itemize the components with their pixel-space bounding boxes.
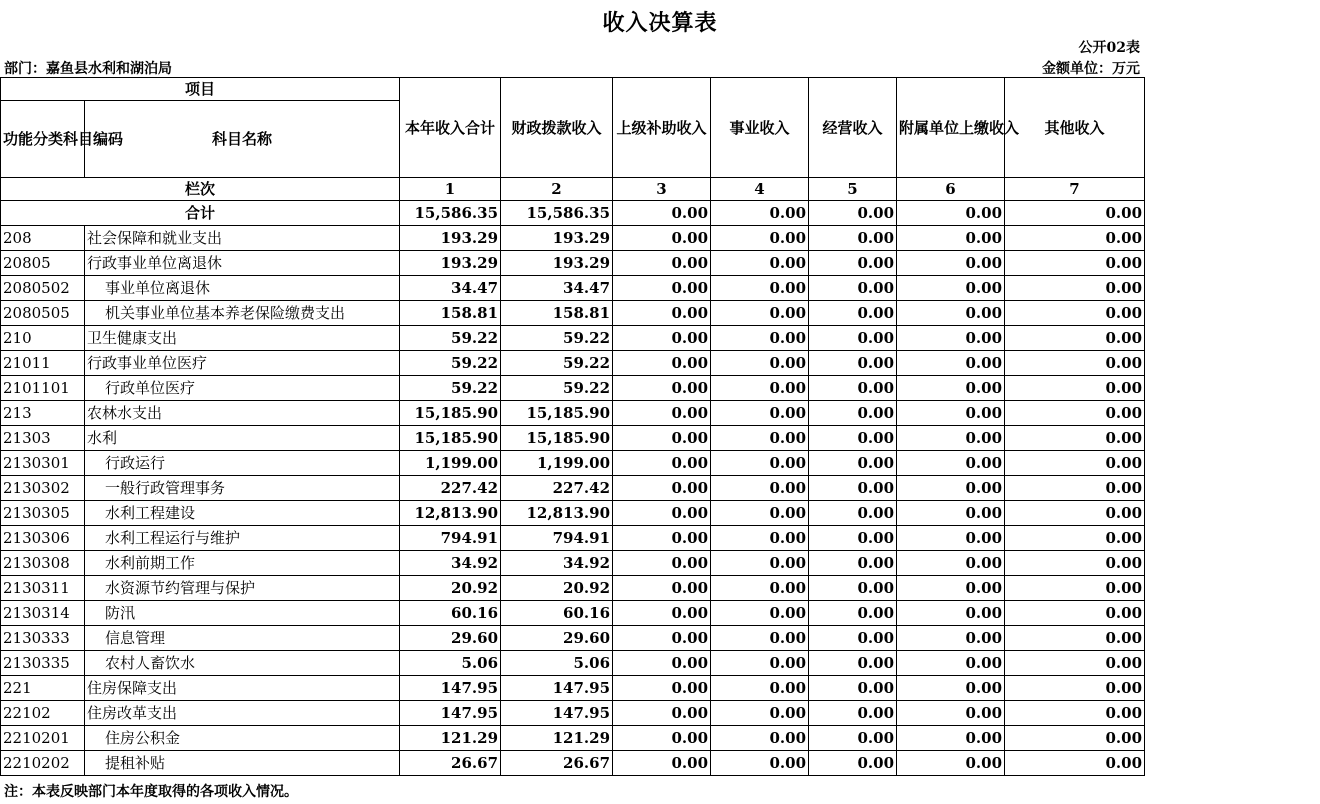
row-value: 0.00 [711, 651, 809, 676]
row-value: 0.00 [613, 351, 711, 376]
row-value: 0.00 [897, 526, 1005, 551]
row-value: 26.67 [501, 751, 613, 776]
row-value: 193.29 [501, 226, 613, 251]
row-value: 0.00 [711, 276, 809, 301]
row-value: 0.00 [613, 451, 711, 476]
row-value: 0.00 [613, 601, 711, 626]
row-value: 0.00 [711, 551, 809, 576]
row-name: 住房改革支出 [85, 701, 400, 726]
row-code: 2130311 [1, 576, 85, 601]
row-name: 卫生健康支出 [85, 326, 400, 351]
row-value: 15,185.90 [501, 401, 613, 426]
row-value: 0.00 [897, 701, 1005, 726]
row-name: 水利工程运行与维护 [85, 526, 400, 551]
row-value: 0.00 [809, 401, 897, 426]
row-value: 59.22 [400, 376, 501, 401]
row-value: 34.47 [400, 276, 501, 301]
row-value: 0.00 [897, 276, 1005, 301]
column-index: 1 [400, 178, 501, 201]
row-value: 0.00 [711, 476, 809, 501]
table-row [1, 651, 1145, 676]
row-value: 0.00 [897, 576, 1005, 601]
row-code: 2210202 [1, 751, 85, 776]
row-value: 0.00 [613, 526, 711, 551]
row-name: 防汛 [85, 601, 400, 626]
row-value: 0.00 [1005, 326, 1145, 351]
row-value: 0.00 [897, 751, 1005, 776]
header-business: 事业收入 [711, 78, 809, 178]
header-fiscal: 财政拨款收入 [501, 78, 613, 178]
row-value: 0.00 [809, 451, 897, 476]
table-row [1, 726, 1145, 751]
row-code: 208 [1, 226, 85, 251]
row-value: 0.00 [897, 676, 1005, 701]
table-row [1, 576, 1145, 601]
row-value: 26.67 [400, 751, 501, 776]
row-value: 193.29 [501, 251, 613, 276]
row-value: 0.00 [809, 276, 897, 301]
column-index: 7 [1005, 178, 1145, 201]
row-value: 0.00 [809, 426, 897, 451]
row-code: 2130308 [1, 551, 85, 576]
row-value: 0.00 [613, 276, 711, 301]
row-value: 0.00 [809, 501, 897, 526]
table-row [1, 376, 1145, 401]
row-value: 29.60 [501, 626, 613, 651]
table-row [1, 351, 1145, 376]
table-row [1, 626, 1145, 651]
row-value: 0.00 [809, 376, 897, 401]
row-value: 34.92 [400, 551, 501, 576]
row-value: 0.00 [897, 376, 1005, 401]
row-value: 0.00 [809, 676, 897, 701]
row-value: 0.00 [613, 676, 711, 701]
column-index: 2 [501, 178, 613, 201]
column-index: 4 [711, 178, 809, 201]
row-value: 60.16 [501, 601, 613, 626]
table-row [1, 601, 1145, 626]
row-code: 2130335 [1, 651, 85, 676]
row-value: 0.00 [613, 726, 711, 751]
row-value: 0.00 [711, 501, 809, 526]
row-value: 0.00 [809, 726, 897, 751]
header-affiliated: 附属单位上缴收入 [897, 78, 1005, 178]
header-project: 项目 [1, 78, 400, 101]
row-value: 0.00 [1005, 551, 1145, 576]
row-value: 0.00 [897, 451, 1005, 476]
row-value: 0.00 [613, 626, 711, 651]
row-value: 193.29 [400, 251, 501, 276]
row-value: 0.00 [809, 701, 897, 726]
row-value: 0.00 [1005, 376, 1145, 401]
row-value: 0.00 [1005, 351, 1145, 376]
row-value: 0.00 [711, 576, 809, 601]
row-code: 2130302 [1, 476, 85, 501]
table-row [1, 501, 1145, 526]
row-value: 0.00 [711, 526, 809, 551]
row-value: 0.00 [1005, 676, 1145, 701]
footnote: 注：本表反映部门本年度取得的各项收入情况。 [4, 784, 298, 800]
column-index-label: 栏次 [1, 178, 400, 201]
header-total-income: 本年收入合计 [400, 78, 501, 178]
row-value: 0.00 [613, 576, 711, 601]
row-value: 0.00 [613, 551, 711, 576]
row-value: 227.42 [501, 476, 613, 501]
row-value: 0.00 [809, 476, 897, 501]
row-value: 193.29 [400, 226, 501, 251]
row-code: 2130314 [1, 601, 85, 626]
row-value: 0.00 [809, 576, 897, 601]
row-value: 0.00 [1005, 526, 1145, 551]
row-value: 0.00 [613, 501, 711, 526]
row-value: 0.00 [1005, 401, 1145, 426]
row-value: 0.00 [613, 751, 711, 776]
total-value: 15,586.35 [501, 201, 613, 226]
row-value: 147.95 [501, 701, 613, 726]
header-superior: 上级补助收入 [613, 78, 711, 178]
row-value: 0.00 [711, 376, 809, 401]
header-operating: 经营收入 [809, 78, 897, 178]
column-index: 3 [613, 178, 711, 201]
row-value: 0.00 [711, 726, 809, 751]
row-value: 0.00 [809, 351, 897, 376]
row-value: 158.81 [400, 301, 501, 326]
total-value: 0.00 [613, 201, 711, 226]
column-index: 5 [809, 178, 897, 201]
row-value: 0.00 [897, 726, 1005, 751]
row-name: 水资源节约管理与保护 [85, 576, 400, 601]
row-value: 0.00 [897, 401, 1005, 426]
row-value: 0.00 [809, 251, 897, 276]
row-value: 1,199.00 [501, 451, 613, 476]
page-title: 收入决算表 [602, 10, 718, 36]
row-value: 0.00 [711, 701, 809, 726]
row-name: 住房保障支出 [85, 676, 400, 701]
row-value: 0.00 [809, 751, 897, 776]
row-code: 2130301 [1, 451, 85, 476]
row-value: 0.00 [1005, 751, 1145, 776]
row-value: 59.22 [501, 326, 613, 351]
row-code: 213 [1, 401, 85, 426]
row-value: 794.91 [400, 526, 501, 551]
column-index: 6 [897, 178, 1005, 201]
row-value: 20.92 [400, 576, 501, 601]
row-value: 0.00 [1005, 226, 1145, 251]
table-row [1, 426, 1145, 451]
row-value: 147.95 [501, 676, 613, 701]
row-value: 0.00 [711, 401, 809, 426]
row-value: 0.00 [897, 326, 1005, 351]
row-code: 221 [1, 676, 85, 701]
row-value: 0.00 [897, 301, 1005, 326]
row-value: 0.00 [1005, 476, 1145, 501]
row-value: 0.00 [613, 251, 711, 276]
row-value: 0.00 [1005, 726, 1145, 751]
row-value: 0.00 [613, 401, 711, 426]
row-code: 21011 [1, 351, 85, 376]
row-name: 一般行政管理事务 [85, 476, 400, 501]
row-name: 农村人畜饮水 [85, 651, 400, 676]
row-value: 0.00 [711, 351, 809, 376]
row-code: 2130333 [1, 626, 85, 651]
row-value: 0.00 [613, 476, 711, 501]
row-value: 5.06 [501, 651, 613, 676]
row-value: 0.00 [711, 226, 809, 251]
row-value: 0.00 [809, 301, 897, 326]
total-value: 0.00 [809, 201, 897, 226]
row-value: 0.00 [1005, 651, 1145, 676]
row-value: 59.22 [501, 351, 613, 376]
row-name: 信息管理 [85, 626, 400, 651]
total-value: 0.00 [711, 201, 809, 226]
row-value: 0.00 [1005, 576, 1145, 601]
table-row [1, 251, 1145, 276]
row-value: 0.00 [897, 251, 1005, 276]
row-value: 0.00 [613, 301, 711, 326]
row-value: 0.00 [1005, 251, 1145, 276]
row-value: 158.81 [501, 301, 613, 326]
row-value: 121.29 [501, 726, 613, 751]
row-code: 21303 [1, 426, 85, 451]
row-value: 0.00 [1005, 301, 1145, 326]
table-row [1, 676, 1145, 701]
row-value: 12,813.90 [501, 501, 613, 526]
row-value: 0.00 [809, 526, 897, 551]
row-value: 0.00 [613, 701, 711, 726]
row-value: 0.00 [711, 601, 809, 626]
row-value: 0.00 [809, 326, 897, 351]
row-value: 0.00 [711, 626, 809, 651]
table-row [1, 226, 1145, 251]
total-value: 0.00 [897, 201, 1005, 226]
header-other: 其他收入 [1005, 78, 1145, 178]
row-value: 0.00 [1005, 626, 1145, 651]
row-value: 0.00 [897, 551, 1005, 576]
department-label: 部门：嘉鱼县水利和湖泊局 [4, 61, 172, 77]
row-value: 0.00 [897, 226, 1005, 251]
row-value: 0.00 [1005, 701, 1145, 726]
row-name: 社会保障和就业支出 [85, 226, 400, 251]
row-value: 59.22 [400, 326, 501, 351]
row-code: 2130305 [1, 501, 85, 526]
total-label: 合计 [1, 201, 400, 226]
total-value: 15,586.35 [400, 201, 501, 226]
row-value: 0.00 [897, 626, 1005, 651]
row-value: 0.00 [613, 326, 711, 351]
header-code: 功能分类科目编码 [1, 101, 85, 178]
row-name: 水利 [85, 426, 400, 451]
row-name: 农林水支出 [85, 401, 400, 426]
row-value: 59.22 [400, 351, 501, 376]
form-code: 公开02表 [1078, 40, 1140, 56]
row-value: 0.00 [1005, 601, 1145, 626]
row-value: 5.06 [400, 651, 501, 676]
row-name: 行政事业单位医疗 [85, 351, 400, 376]
row-value: 0.00 [711, 301, 809, 326]
row-code: 210 [1, 326, 85, 351]
row-name: 住房公积金 [85, 726, 400, 751]
row-value: 794.91 [501, 526, 613, 551]
row-value: 0.00 [711, 751, 809, 776]
row-value: 0.00 [809, 226, 897, 251]
row-name: 水利工程建设 [85, 501, 400, 526]
row-value: 0.00 [897, 651, 1005, 676]
row-code: 22102 [1, 701, 85, 726]
row-value: 0.00 [1005, 426, 1145, 451]
row-value: 0.00 [809, 601, 897, 626]
row-value: 147.95 [400, 701, 501, 726]
row-value: 227.42 [400, 476, 501, 501]
row-value: 0.00 [809, 551, 897, 576]
table-row [1, 326, 1145, 351]
row-value: 1,199.00 [400, 451, 501, 476]
row-value: 59.22 [501, 376, 613, 401]
row-value: 0.00 [897, 501, 1005, 526]
row-value: 34.92 [501, 551, 613, 576]
table-row [1, 526, 1145, 551]
row-value: 121.29 [400, 726, 501, 751]
row-code: 2210201 [1, 726, 85, 751]
row-value: 20.92 [501, 576, 613, 601]
table-row [1, 276, 1145, 301]
row-code: 20805 [1, 251, 85, 276]
row-value: 0.00 [711, 326, 809, 351]
row-code: 2130306 [1, 526, 85, 551]
row-name: 事业单位离退休 [85, 276, 400, 301]
row-value: 0.00 [711, 251, 809, 276]
row-value: 0.00 [711, 451, 809, 476]
row-value: 0.00 [897, 476, 1005, 501]
row-value: 0.00 [613, 426, 711, 451]
row-value: 29.60 [400, 626, 501, 651]
row-value: 0.00 [613, 226, 711, 251]
table-row [1, 701, 1145, 726]
row-name: 提租补贴 [85, 751, 400, 776]
income-table [0, 77, 1145, 776]
row-name: 水利前期工作 [85, 551, 400, 576]
row-value: 12,813.90 [400, 501, 501, 526]
row-value: 0.00 [897, 426, 1005, 451]
row-value: 0.00 [1005, 276, 1145, 301]
row-value: 0.00 [613, 376, 711, 401]
row-name: 行政事业单位离退休 [85, 251, 400, 276]
row-value: 147.95 [400, 676, 501, 701]
table-row [1, 301, 1145, 326]
unit-label: 金额单位：万元 [1042, 61, 1140, 77]
row-value: 0.00 [897, 351, 1005, 376]
row-value: 60.16 [400, 601, 501, 626]
row-name: 行政运行 [85, 451, 400, 476]
row-name: 行政单位医疗 [85, 376, 400, 401]
row-value: 0.00 [613, 651, 711, 676]
row-code: 2080505 [1, 301, 85, 326]
table-row [1, 401, 1145, 426]
row-value: 0.00 [1005, 501, 1145, 526]
row-value: 15,185.90 [400, 426, 501, 451]
table-row [1, 751, 1145, 776]
row-value: 15,185.90 [400, 401, 501, 426]
table-row [1, 476, 1145, 501]
row-value: 0.00 [809, 626, 897, 651]
row-value: 0.00 [711, 676, 809, 701]
total-value: 0.00 [1005, 201, 1145, 226]
row-value: 0.00 [809, 651, 897, 676]
header-name: 科目名称 [85, 101, 400, 178]
table-row [1, 551, 1145, 576]
row-value: 34.47 [501, 276, 613, 301]
row-name: 机关事业单位基本养老保险缴费支出 [85, 301, 400, 326]
row-code: 2080502 [1, 276, 85, 301]
row-value: 15,185.90 [501, 426, 613, 451]
row-value: 0.00 [711, 426, 809, 451]
table-row [1, 451, 1145, 476]
row-code: 2101101 [1, 376, 85, 401]
row-value: 0.00 [1005, 451, 1145, 476]
row-value: 0.00 [897, 601, 1005, 626]
